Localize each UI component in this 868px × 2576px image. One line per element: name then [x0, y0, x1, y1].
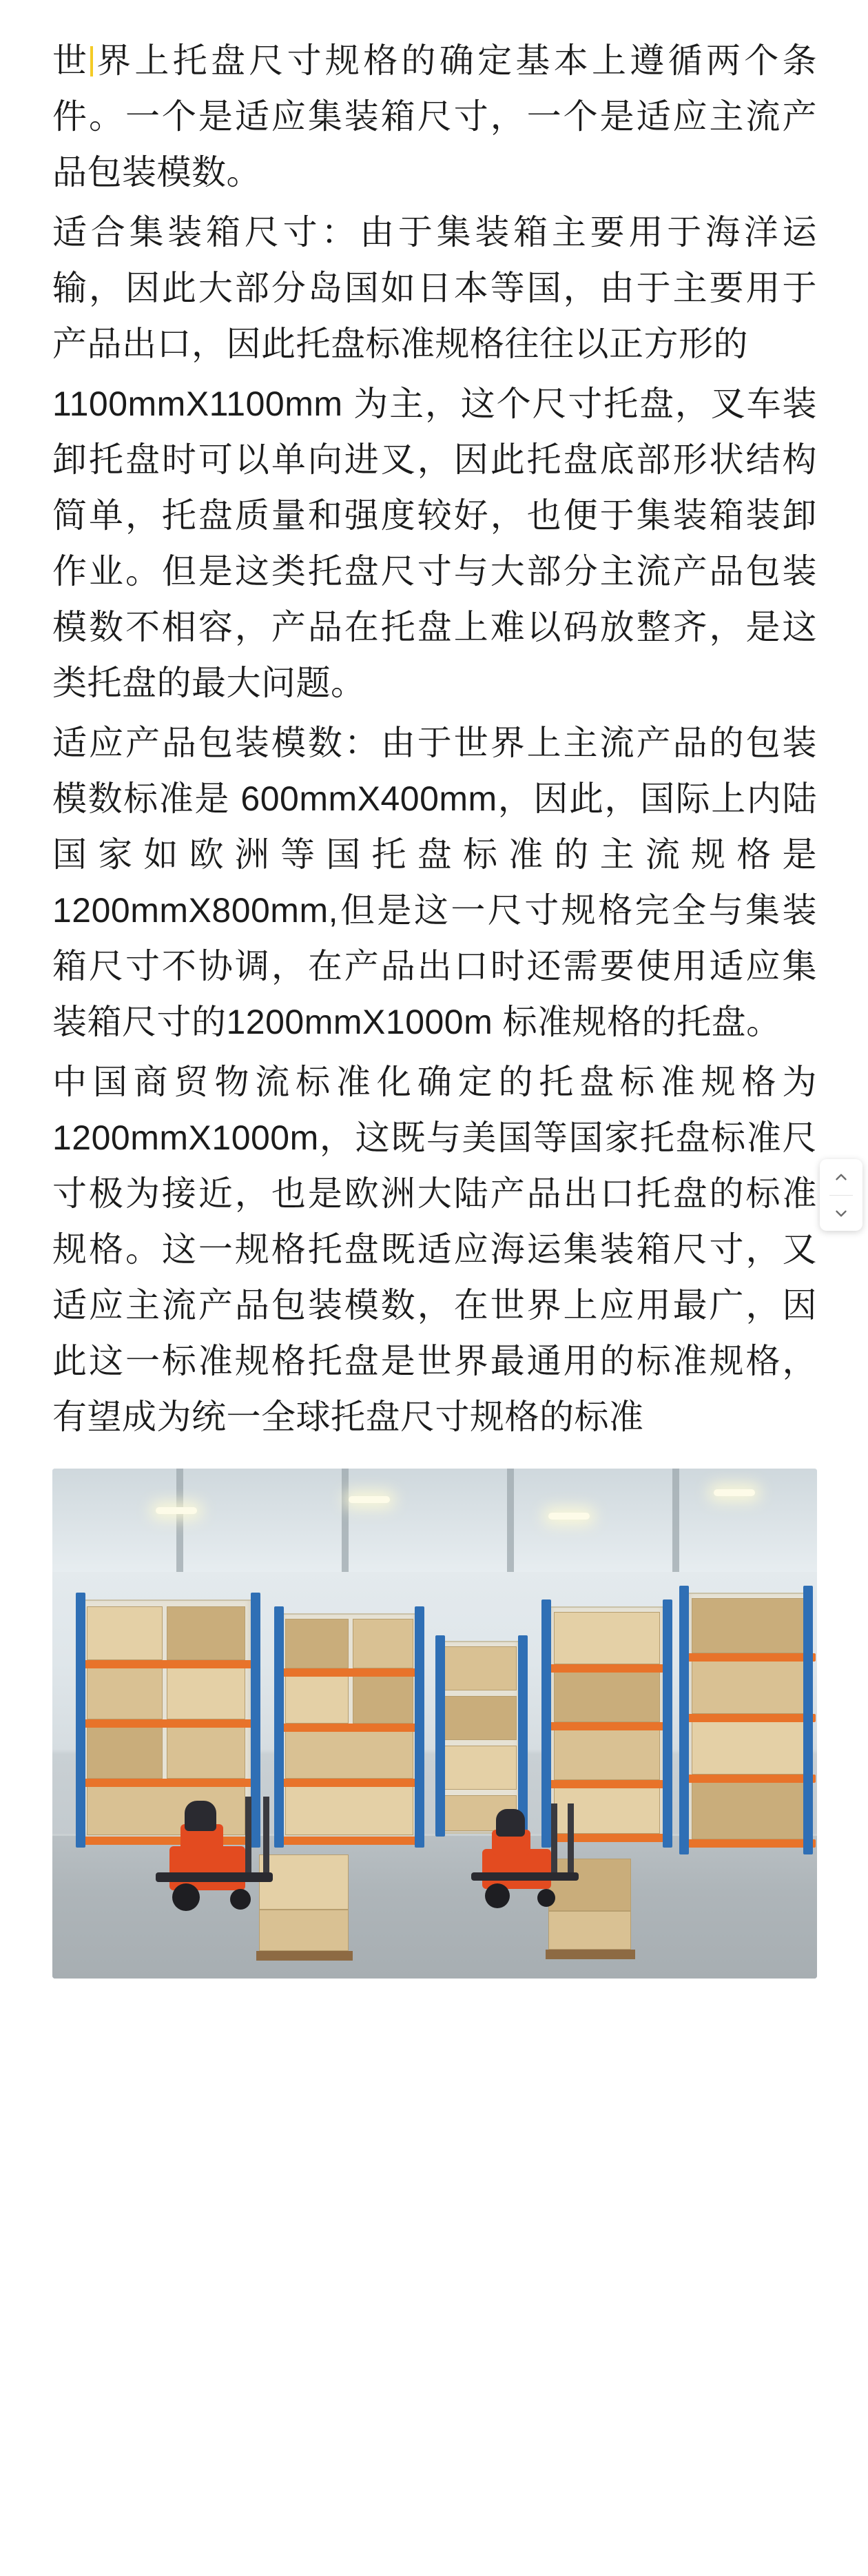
text-caret [90, 46, 93, 76]
scroll-control-divider [829, 1195, 853, 1196]
paragraph-4 [52, 715, 817, 1050]
paragraph-2 [52, 205, 817, 372]
paragraph-2-text: 适合集装箱尺寸：由于集装箱主要用于海洋运输，因此大部分岛国如日本等国，由于主要用于产品出口，因此托盘标准规格往往以正方形的 [52, 213, 817, 363]
paragraph-5-text: 中国商贸物流标准化确定的托盘标准规格为1200mmX1000m，这既与美国等国家托盘标准尺寸极为接近，也是欧洲大陆产品出口托盘的标准规格。这一规格托盘既适应海运集装箱尺寸，又适应主流产品包装模数，在世界上应用最广，因此这一标准规格托盘是世界最通用的标准规格，有望成为统一全球托盘尺寸规格的标准 [52, 1063, 817, 1436]
chevron-down-icon[interactable] [832, 1205, 850, 1223]
article-body [52, 33, 817, 1979]
paragraph-5 [52, 1054, 817, 1445]
scroll-control[interactable] [820, 1159, 862, 1231]
paragraph-1 [52, 33, 817, 201]
paragraph-3-text: 1100mmX1100mm 为主，这个尺寸托盘，叉车装卸托盘时可以单向进叉，因此托盘底部形状结构简单，托盘质量和强度较好，也便于集装箱装卸作业。但是这类托盘尺寸与大部分主流产品包装模数不相容，产品在托盘上难以码放整齐，是这类托盘的最大问题。 [52, 385, 817, 702]
ceiling [52, 1469, 817, 1572]
paragraph-4-text: 适应产品包装模数：由于世界上主流产品的包装模数标准是 600mmX400mm，因此，国际上内陆国家如欧洲等国托盘标准的主流规格是1200mmX800mm,但是这一尺寸规格完全与集装箱尺寸不协调，在产品出口时还需要使用适应集装箱尺寸的1200mmX1000m 标准规格的托盘。 [52, 724, 817, 1041]
warehouse-illustration [52, 1469, 817, 1979]
chevron-up-icon[interactable] [832, 1168, 850, 1186]
paragraph-3 [52, 376, 817, 711]
warehouse-photo [52, 1469, 817, 1979]
paragraph-1-text: 世界上托盘尺寸规格的确定基本上遵循两个条件。一个是适应集装箱尺寸，一个是适应主流产品包装模数。 [52, 41, 818, 192]
